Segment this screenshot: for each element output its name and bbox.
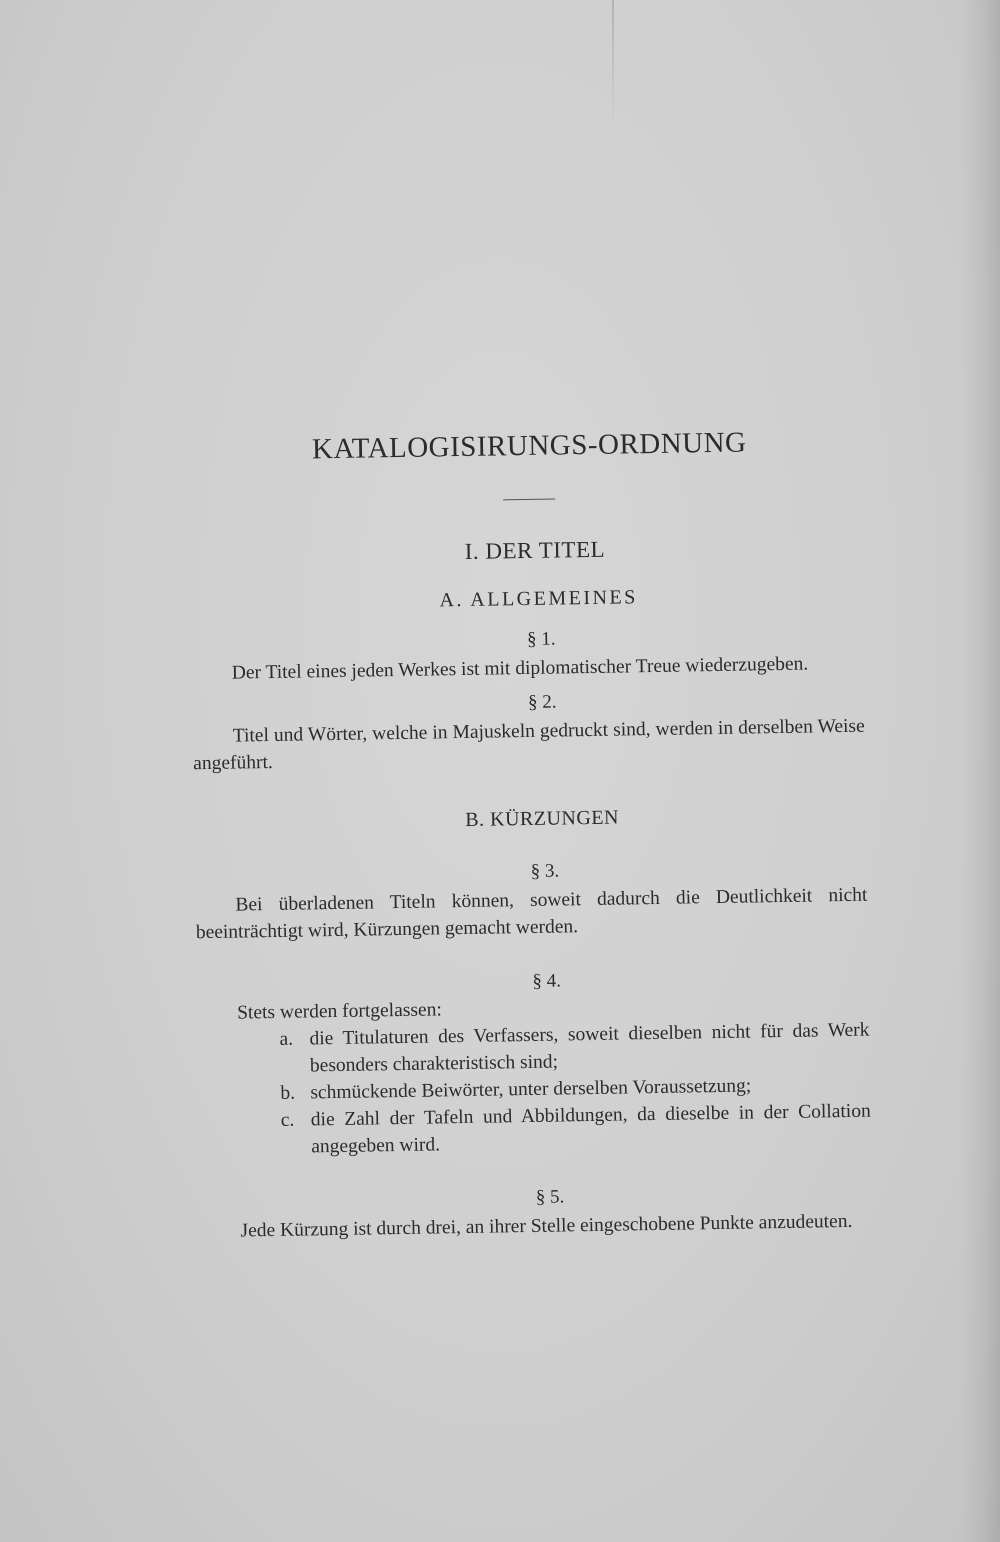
list-item-marker: a. [279, 1028, 294, 1050]
list-item-marker: b. [280, 1082, 296, 1104]
list-item-marker: c. [280, 1109, 295, 1131]
page-content [188, 425, 873, 1245]
list-item-text: die Titulaturen des Verfassers, soweit dieselben nicht für das Werk besonders charakteristisch sind; [309, 1019, 870, 1077]
list-item [279, 1017, 870, 1080]
section-heading-a: A. ALLGEMEINES [439, 586, 638, 612]
section-heading-b: B. KÜRZUNGEN [465, 806, 620, 831]
list-intro: Stets werden fortgelassen: [236, 999, 442, 1024]
title-divider [503, 499, 555, 501]
paragraph-text-5: Jede Kürzung ist durch drei, an ihrer Stelle eingeschobene Punkte anzudeuten. [240, 1210, 853, 1242]
page-title: KATALOGISIRUNGS-ORDNUNG [311, 426, 747, 466]
paragraph-text-2: Titel und Wörter, welche in Majuskeln gedruckt sind, werden in derselben Weise angeführt. [193, 715, 865, 775]
list-item-text: die Zahl der Tafeln und Abbildungen, da dieselbe in der Collation angegeben wird. [310, 1100, 871, 1158]
page-edge-shadow [960, 0, 1000, 1542]
list-item-text: schmückende Beiwörter, unter derselben Voraussetzung; [310, 1075, 752, 1104]
paragraph-number-5: § 5. [535, 1186, 565, 1208]
paragraph-number-4: § 4. [532, 970, 562, 992]
paragraph-number-3: § 3. [530, 860, 560, 882]
list-item [281, 1098, 872, 1161]
paragraph-number-2: § 2. [527, 691, 557, 713]
paragraph-text-1: Der Titel eines jeden Werkes ist mit diplomatischer Treue wiederzugeben. [231, 653, 809, 684]
part-heading: I. DER TITEL [464, 536, 606, 564]
paragraph-text-3: Bei überladenen Titeln können, soweit dadurch die Deutlichkeit nicht beeinträchtigt wird, Kürzungen gemacht werden. [195, 884, 868, 944]
page-fold-mark [612, 0, 614, 130]
paragraph-number-1: § 1. [526, 628, 556, 650]
omission-list [197, 1017, 871, 1163]
